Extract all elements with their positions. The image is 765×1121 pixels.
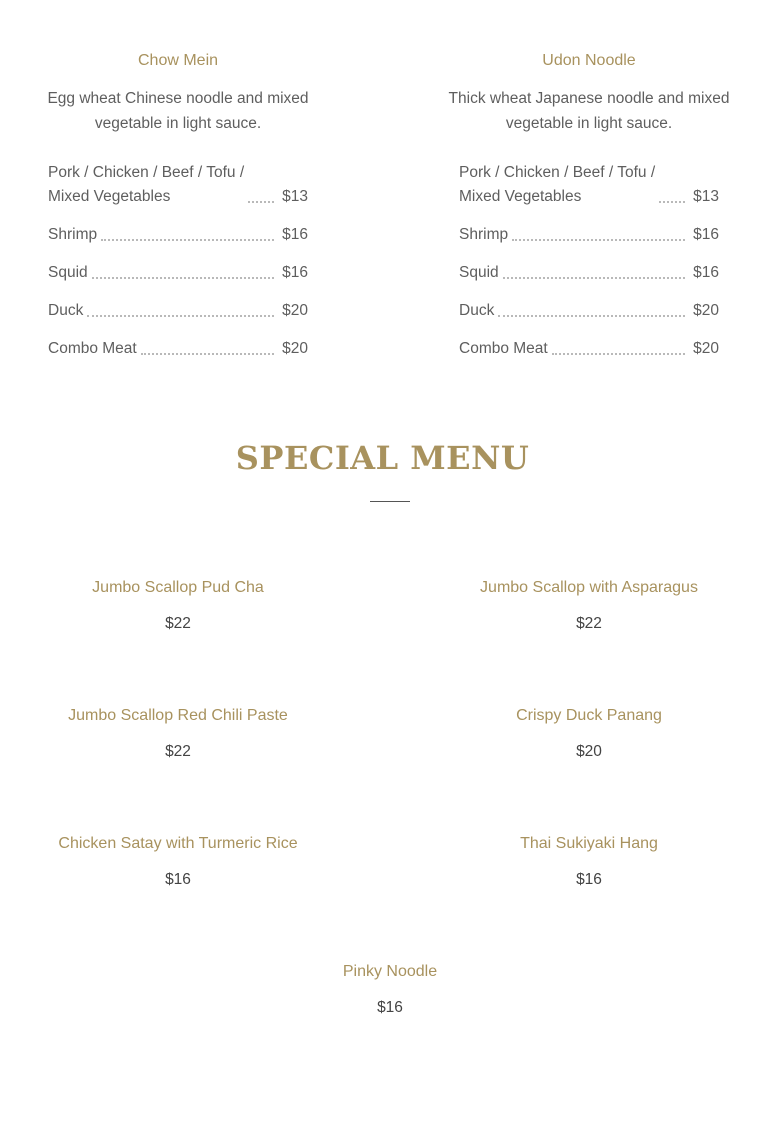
special-item-name: Pinky Noodle: [342, 963, 438, 980]
price-row: [48, 299, 308, 323]
dot-leader: [498, 315, 685, 317]
special-item-name: Jumbo Scallop Pud Cha: [92, 579, 264, 596]
special-item-price: $16: [576, 871, 602, 888]
special-item: [409, 705, 765, 763]
price-option-name: Pork / Chicken / Beef / Tofu / Mixed Vegetables: [459, 164, 656, 205]
special-item: [0, 577, 358, 635]
dot-leader: [552, 353, 685, 355]
price-row: [48, 223, 308, 247]
chow-mein-section: [28, 50, 328, 375]
price-value: $13: [282, 188, 308, 205]
dish-description: Egg wheat Chinese noodle and mixed vegetable in light sauce.: [47, 90, 309, 132]
price-option-name: Shrimp: [48, 226, 98, 243]
udon-noodle-section: [439, 50, 739, 375]
price-value: $16: [282, 264, 308, 281]
price-row: [459, 161, 719, 209]
special-item-price: $22: [576, 615, 602, 632]
price-row: [459, 299, 719, 323]
dish-description: Thick wheat Japanese noodle and mixed vegetable in light sauce.: [448, 90, 730, 132]
price-option-name: Pork / Chicken / Beef / Tofu / Mixed Vegetables: [48, 164, 245, 205]
price-option-name: Squid: [459, 264, 499, 281]
special-item: [0, 833, 358, 891]
price-option-name: Squid: [48, 264, 88, 281]
price-list: [28, 161, 328, 361]
heading-divider: [370, 501, 410, 502]
special-item-price: $22: [165, 615, 191, 632]
dish-title: Chow Mein: [137, 52, 219, 69]
special-item-price: $22: [165, 743, 191, 760]
price-row: [48, 261, 308, 285]
price-option-name: Shrimp: [459, 226, 509, 243]
special-menu-heading: SPECIAL MENU: [235, 439, 530, 477]
dot-leader: [141, 353, 274, 355]
price-value: $20: [693, 340, 719, 357]
price-value: $16: [282, 226, 308, 243]
special-item: [409, 577, 765, 635]
price-value: $16: [693, 264, 719, 281]
price-option-name: Combo Meat: [459, 340, 548, 357]
dot-leader: [503, 277, 685, 279]
special-item-name: Jumbo Scallop with Asparagus: [480, 579, 698, 596]
special-item-price: $16: [377, 999, 403, 1016]
special-item: [210, 961, 570, 1019]
price-value: $16: [693, 226, 719, 243]
special-item-name: Crispy Duck Panang: [516, 707, 662, 724]
price-list: [439, 161, 739, 361]
price-value: $13: [693, 188, 719, 205]
dot-leader: [512, 239, 685, 241]
price-row: [48, 161, 308, 209]
special-item-name: Chicken Satay with Turmeric Rice: [58, 835, 298, 852]
special-item: [409, 833, 765, 891]
dot-leader: [101, 239, 274, 241]
dot-leader: [659, 201, 685, 203]
price-option-name: Duck: [48, 302, 84, 319]
dot-leader: [248, 201, 274, 203]
price-row: [48, 337, 308, 361]
special-item-name: Thai Sukiyaki Hang: [520, 835, 658, 852]
dish-title: Udon Noodle: [542, 52, 636, 69]
price-row: [459, 223, 719, 247]
dot-leader: [87, 315, 274, 317]
special-item: [0, 705, 358, 763]
price-value: $20: [282, 302, 308, 319]
price-option-name: Duck: [459, 302, 495, 319]
dot-leader: [92, 277, 274, 279]
special-item-name: Jumbo Scallop Red Chili Paste: [68, 707, 288, 724]
price-row: [459, 337, 719, 361]
special-item-price: $20: [576, 743, 602, 760]
special-item-price: $16: [165, 871, 191, 888]
price-value: $20: [693, 302, 719, 319]
price-value: $20: [282, 340, 308, 357]
price-option-name: Combo Meat: [48, 340, 137, 357]
price-row: [459, 261, 719, 285]
